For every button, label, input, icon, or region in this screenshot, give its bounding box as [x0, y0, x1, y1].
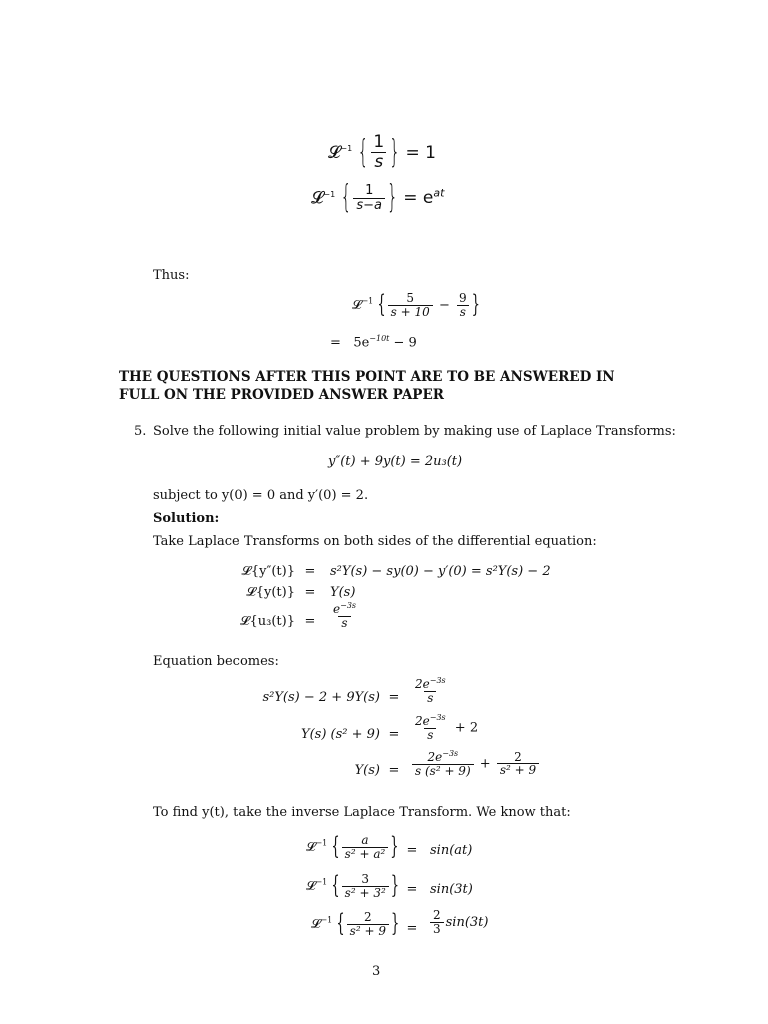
right-brace: }: [471, 291, 480, 320]
transform-rhs-2: Y(s): [330, 585, 356, 600]
ode: y″(t) + 9y(t) = 2u₃(t): [328, 454, 463, 469]
left-brace: {: [340, 179, 352, 218]
equation-lhs-3: Y(s): [354, 763, 380, 778]
numerator: 1: [373, 132, 385, 152]
fraction-9: $\frac{9}{s}$: [456, 292, 470, 319]
formula-inverse-1-over-s: [328, 134, 436, 172]
equation-lhs-1: s²Y(s) − 2 + 9Y(s): [262, 690, 380, 705]
transform-lhs-2: 𝓛{y(t)}: [246, 585, 295, 600]
thus-expression: 𝓛$^{-1}$ { $\frac{5}{s + 10}$ − $\frac{9}{s}$ }: [352, 291, 480, 320]
fraction-5: $\frac{5}{s + 10}$: [388, 292, 433, 319]
equation-lhs-2: Y(s) (s² + 9): [301, 727, 380, 742]
thus-label: Thus:: [153, 268, 190, 283]
find-y-text: To find y(t), take the inverse Laplace Transform. We know that:: [153, 805, 571, 820]
fraction: $\frac{e^{-3s}}{s}$: [333, 601, 357, 630]
initial-conditions: subject to y(0) = 0 and y′(0) = 2.: [153, 488, 369, 503]
transform-rhs-3: [328, 602, 361, 630]
page-number: 3: [372, 964, 381, 979]
notice-line-1: THE QUESTIONS AFTER THIS POINT ARE TO BE ANSWERED IN: [119, 369, 615, 385]
equation-rhs-3: $\frac{2e^{-3s}}{\text{s (s² + 9)}}$ + $\frac{2}{\text{s² + 9}}$: [410, 750, 541, 778]
known-transform-3-result: $\frac{2}{3}$ sin(3t): [428, 909, 488, 936]
eq-sign: =: [388, 690, 400, 705]
notice-line-2: FULL ON THE PROVIDED ANSWER PAPER: [119, 387, 444, 403]
laplace-symbol: 𝓛: [328, 142, 341, 163]
eq-sign: =: [406, 843, 418, 858]
result: = $e^{at}$: [403, 186, 445, 209]
known-transform-2-result: sin(3t): [430, 882, 473, 897]
fraction: [353, 184, 385, 213]
solution-label: Solution:: [153, 511, 220, 526]
result: = 1: [405, 142, 436, 163]
eq-sign: =: [388, 727, 400, 742]
equation-rhs-1: $\frac{2e^{-3s}}{s}$: [415, 676, 446, 705]
known-transform-2: 𝓛$^{-1}$ { $\frac{3}{\text{s² + 3²}}$ }: [306, 872, 400, 901]
equation-becomes-text: Equation becomes:: [153, 654, 279, 669]
equation-rhs-2: $\frac{2e^{-3s}}{s}$ + 2: [415, 713, 479, 742]
thus-result: = $5e^{-10t} - 9$: [330, 334, 417, 351]
transform-lhs-1: 𝓛{y″(t)}: [241, 564, 295, 579]
question-prompt: Solve the following initial value problem by making use of Laplace Transforms:: [153, 424, 676, 439]
eq-sign: =: [388, 763, 400, 778]
fraction: [370, 134, 387, 172]
eq-sign: =: [406, 921, 418, 936]
left-brace: {: [357, 133, 369, 172]
formula-inverse-exp: [311, 179, 445, 218]
left-brace: {: [377, 291, 386, 320]
numerator: 1: [365, 183, 374, 198]
laplace-symbol: 𝓛: [352, 297, 362, 313]
denominator: s−a: [353, 198, 385, 213]
inverse-superscript: −1: [361, 296, 374, 306]
known-transform-3: 𝓛$^{-1}$ { $\frac{2}{\text{s² + 9}}$ }: [311, 910, 400, 939]
inverse-superscript: −1: [323, 189, 336, 199]
eq-sign: =: [304, 614, 316, 629]
eq-sign: =: [406, 882, 418, 897]
right-brace: }: [389, 133, 401, 172]
known-transform-1-result: sin(at): [430, 843, 473, 858]
eq-sign: =: [304, 585, 316, 600]
denominator: s: [371, 152, 386, 172]
right-brace: }: [387, 179, 398, 218]
inverse-superscript: −1: [340, 144, 353, 154]
take-transforms-text: Take Laplace Transforms on both sides of the differential equation:: [153, 534, 597, 549]
transform-lhs-3: 𝓛{u₃(t)}: [240, 614, 295, 629]
transform-rhs-1: s²Y(s) − sy(0) − y′(0) = s²Y(s) − 2: [330, 564, 551, 579]
eq-sign: =: [304, 564, 316, 579]
laplace-symbol: 𝓛: [311, 188, 324, 209]
known-transform-1: 𝓛$^{-1}$ { $\frac{a}{\text{s² + a²}}$ }: [306, 833, 399, 862]
question-number: 5.: [134, 424, 147, 439]
